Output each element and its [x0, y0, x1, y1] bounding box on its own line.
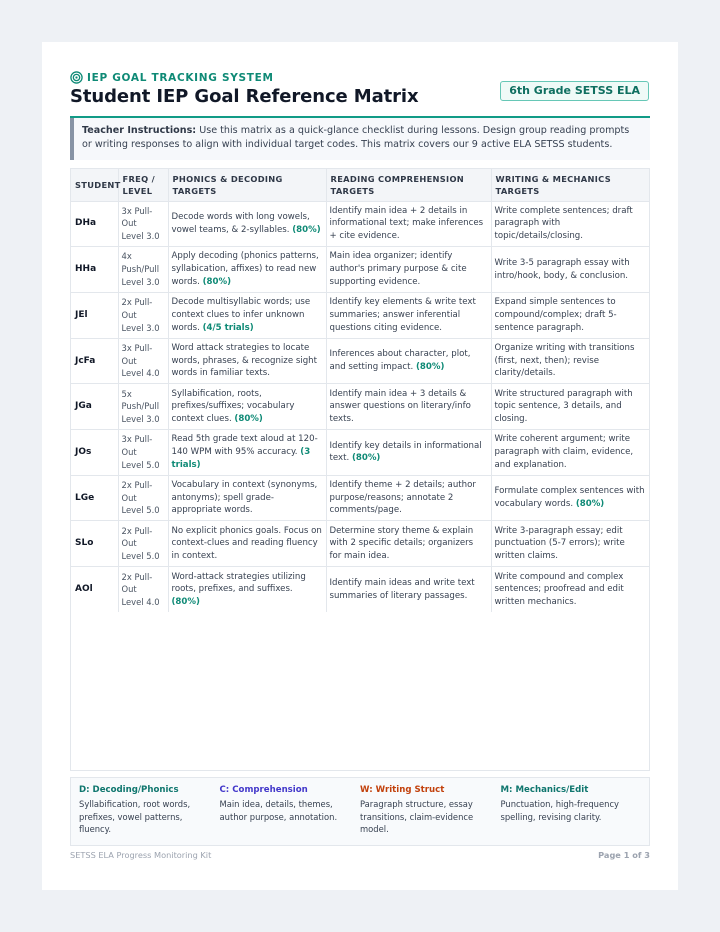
student-id: JOs: [75, 446, 92, 457]
legend-heading: M: Mechanics/Edit: [500, 785, 589, 795]
goal-text: Write structured paragraph with topic sentence, 3 details, and closing.: [494, 388, 633, 424]
legend-heading: C: Comprehension: [219, 785, 308, 795]
target-icon: [70, 71, 83, 84]
goal-text: Write compound and complex sentences; proofread and edit written mechanics.: [494, 571, 624, 607]
student-id: DHa: [75, 218, 97, 229]
goal-text: Word attack strategies to locate words, phrases, & recognize sight words in familiar texts.: [171, 342, 317, 379]
goal-text: Syllabification, roots, prefixes/suffixes; vocabulary context clues.: [171, 388, 295, 424]
writing-target-cell: [491, 338, 649, 384]
goal-text: Write coherent argument; write paragraph with claim, evidence, and explanation.: [494, 434, 634, 470]
goal-text: Write 3-5 paragraph essay with intro/hook, body, & conclusion.: [494, 257, 630, 281]
col-writing: WRITING & MECHANICS TARGETS: [491, 169, 649, 201]
goal-table: [71, 169, 649, 612]
freq-level-cell: [118, 475, 168, 521]
student-id: JEl: [75, 309, 88, 320]
freq-level-cell: [118, 338, 168, 384]
goal-text: Vocabulary in context (synonyms, antonyms); spell grade-appropriate words.: [171, 479, 318, 516]
student-id-cell: [71, 475, 118, 521]
goal-text: Organize writing with transitions (first, next, then); revise clarity/details.: [494, 342, 635, 379]
reading-target-cell: [326, 384, 491, 430]
goal-text: Identify main ideas and write text summaries of literary passages.: [329, 577, 475, 601]
legend-desc: Punctuation, high-frequency spelling, revising clarity.: [500, 799, 620, 822]
mastery-criterion: (80%): [351, 453, 381, 464]
freq-level-line: 5x: [121, 388, 132, 399]
reading-target-cell: [326, 338, 491, 384]
table-row: [71, 521, 649, 567]
student-id-cell: [71, 247, 118, 293]
system-label: IEP GOAL TRACKING SYSTEM: [87, 71, 274, 84]
goal-text: Identify theme + 2 details; author purpose/reasons; annotate 2 comments/page.: [329, 479, 476, 516]
student-id-cell: [71, 292, 118, 338]
mastery-criterion: (80%): [575, 498, 605, 509]
legend-desc: Paragraph structure, essay transitions, claim-evidence model.: [360, 799, 474, 834]
legend-heading: D: Decoding/Phonics: [79, 785, 179, 795]
phonics-target-cell: [168, 338, 326, 384]
grade-badge: 6th Grade SETSS ELA: [500, 81, 649, 101]
mastery-criterion: (80%): [415, 361, 445, 372]
writing-target-cell: [491, 247, 649, 293]
mastery-criterion: (80%): [171, 596, 200, 607]
freq-level-line: 2x Pull-Out: [121, 525, 153, 549]
goal-text: Inferences about character, plot, and setting impact.: [329, 349, 471, 372]
goal-text: No explicit phonics goals. Focus on context-clues and reading fluency in context.: [171, 525, 322, 561]
reading-target-cell: [326, 292, 491, 338]
phonics-target-cell: [168, 567, 326, 613]
student-id: AOl: [75, 584, 93, 595]
table-row: [71, 429, 649, 475]
system-label-row: [70, 71, 274, 84]
table-row: [71, 384, 649, 430]
freq-level-line: 3x Pull-Out: [121, 205, 153, 229]
goal-matrix: [70, 168, 650, 771]
table-row: [71, 247, 649, 293]
phonics-target-cell: [168, 292, 326, 338]
reading-target-cell: [326, 475, 491, 521]
freq-level-line: Level 3.0: [121, 276, 160, 287]
table-row: [71, 338, 649, 384]
legend-item-decoding: [79, 785, 220, 845]
freq-level-line: Level 3.0: [121, 231, 160, 242]
instructions-label: Teacher Instructions:: [82, 125, 197, 136]
phonics-target-cell: [168, 201, 326, 247]
student-id-cell: [71, 384, 118, 430]
freq-level-line: Level 4.0: [121, 596, 160, 607]
goal-text: Identify key elements & write text summaries; answer inferential questions citing evidence.: [329, 297, 476, 333]
goal-text: Apply decoding (phonics patterns, syllabication, affixes) to read new words.: [171, 251, 319, 287]
freq-level-cell: [118, 429, 168, 475]
goal-text: Write complete sentences; draft paragraph with topic/details/closing.: [494, 205, 633, 242]
table-row: [71, 292, 649, 338]
student-id: JGa: [75, 401, 92, 412]
col-reading: READING COMPREHENSION TARGETS: [326, 169, 491, 201]
reading-target-cell: [326, 567, 491, 613]
reading-target-cell: [326, 521, 491, 567]
phonics-target-cell: [168, 475, 326, 521]
freq-level-line: Level 5.0: [121, 459, 160, 470]
footer-page-number: Page 1 of 3: [598, 850, 650, 860]
writing-target-cell: [491, 429, 649, 475]
freq-level-line: Level 5.0: [121, 551, 160, 561]
student-id-cell: [71, 567, 118, 613]
goal-text: Main idea organizer; identify author's primary purpose & cite supporting evidence.: [329, 251, 467, 287]
goal-text: Word-attack strategies utilizing roots, prefixes, and suffixes.: [171, 571, 306, 595]
page-title: Student IEP Goal Reference Matrix: [70, 86, 419, 107]
goal-text: Decode words with long vowels, vowel teams, & 2-syllables.: [171, 212, 310, 235]
table-header-row: [71, 169, 649, 201]
student-id: JcFa: [75, 355, 96, 366]
col-phonics: PHONICS & DECODING TARGETS: [168, 169, 326, 201]
footer-kit-name: SETSS ELA Progress Monitoring Kit: [70, 850, 212, 860]
freq-level-line: Level 3.0: [121, 413, 160, 424]
legend-desc: Main idea, details, themes, author purpose, annotation.: [219, 799, 338, 822]
freq-level-line: 3x Pull-Out: [121, 434, 153, 457]
goal-text: Identify main idea + 3 details & answer questions on literary/info texts.: [329, 388, 471, 424]
writing-target-cell: [491, 567, 649, 613]
freq-level-line: 2x Pull-Out: [121, 479, 153, 503]
page: [42, 42, 678, 890]
table-row: [71, 201, 649, 247]
writing-target-cell: [491, 475, 649, 521]
freq-level-line: Level 4.0: [121, 368, 160, 379]
phonics-target-cell: [168, 429, 326, 475]
col-student: STUDENT: [71, 169, 118, 201]
mastery-criterion: (80%): [202, 276, 232, 287]
freq-level-line: Push/Pull: [121, 401, 160, 412]
col-freq-level: FREQ / LEVEL: [118, 169, 168, 201]
student-id: SLo: [75, 538, 94, 549]
goal-text: Formulate complex sentences with vocabulary words.: [494, 486, 645, 509]
freq-level-cell: [118, 292, 168, 338]
reading-target-cell: [326, 247, 491, 293]
legend-item-mechanics: [501, 785, 642, 845]
freq-level-cell: [118, 201, 168, 247]
goal-text: Read 5th grade text aloud at 120-140 WPM with 95% accuracy.: [171, 434, 318, 457]
legend-item-comprehension: [220, 785, 361, 845]
mastery-criterion: (3 trials): [171, 446, 311, 470]
writing-target-cell: [491, 201, 649, 247]
freq-level-cell: [118, 247, 168, 293]
legend-heading: W: Writing Struct: [360, 785, 445, 795]
phonics-target-cell: [168, 521, 326, 567]
legend: [70, 777, 650, 846]
student-id-cell: [71, 338, 118, 384]
freq-level-line: 3x Pull-Out: [121, 342, 153, 366]
teacher-instructions: [70, 118, 650, 160]
student-id: LGe: [75, 492, 95, 503]
table-row: [71, 567, 649, 613]
writing-target-cell: [491, 521, 649, 567]
writing-target-cell: [491, 292, 649, 338]
reading-target-cell: [326, 201, 491, 247]
freq-level-line: 2x Pull-Out: [121, 297, 153, 320]
mastery-criterion: (4/5 trials): [202, 322, 254, 333]
reading-target-cell: [326, 429, 491, 475]
goal-text: Identify key details in informational text.: [329, 440, 482, 464]
freq-level-line: Push/Pull: [121, 264, 160, 275]
goal-text: Identify main idea + 2 details in informational text; make inferences + cite evidence.: [329, 205, 484, 242]
legend-desc: Syllabification, root words, prefixes, vowel patterns, fluency.: [79, 799, 191, 834]
goal-text: Write 3-paragraph essay; edit punctuation (5-7 errors); write written claims.: [494, 525, 625, 561]
writing-target-cell: [491, 384, 649, 430]
freq-level-cell: [118, 384, 168, 430]
student-id-cell: [71, 429, 118, 475]
freq-level-line: Level 3.0: [121, 322, 160, 333]
mastery-criterion: (80%): [292, 224, 321, 235]
student-id: HHa: [75, 264, 97, 275]
goal-text: Determine story theme & explain with 2 specific details; organizers for main idea.: [329, 525, 474, 561]
table-row: [71, 475, 649, 521]
mastery-criterion: (80%): [234, 413, 263, 424]
freq-level-line: 4x: [121, 251, 132, 262]
freq-level-cell: [118, 567, 168, 613]
instructions-text: Use this matrix as a quick-glance checklist during lessons. Design group reading prompts or writing responses to align with individual target codes. This matrix covers our 9 active ELA SETSS students.: [82, 125, 630, 150]
student-id-cell: [71, 201, 118, 247]
freq-level-line: Level 5.0: [121, 505, 160, 516]
goal-text: Decode multisyllabic words; use context clues to infer unknown words.: [171, 297, 311, 333]
goal-text: Expand simple sentences to compound/complex; draft 5-sentence paragraph.: [494, 297, 617, 333]
freq-level-line: 2x Pull-Out: [121, 571, 153, 595]
student-id-cell: [71, 521, 118, 567]
freq-level-cell: [118, 521, 168, 567]
legend-item-writing: [360, 785, 501, 845]
phonics-target-cell: [168, 384, 326, 430]
phonics-target-cell: [168, 247, 326, 293]
